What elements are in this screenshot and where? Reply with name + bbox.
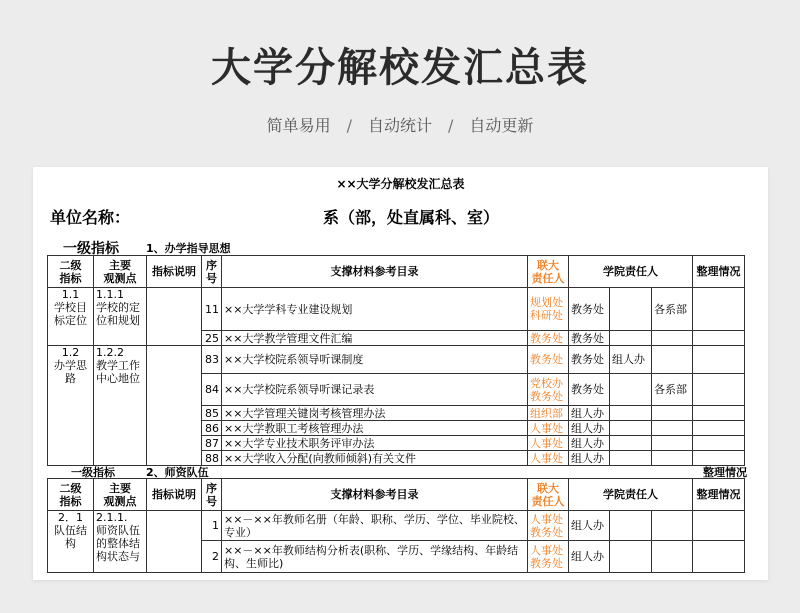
header-status: 整理情况: [693, 479, 745, 511]
status-cell: [693, 421, 745, 436]
college-cell: 组人办: [569, 451, 610, 466]
header-college: 学院责任人: [569, 256, 693, 288]
contact-cell: 党校办 教务处: [528, 374, 569, 406]
page-title: 大学分解校发汇总表: [211, 45, 589, 91]
contact-cell: 教务处: [528, 346, 569, 374]
college-cell: [652, 436, 693, 451]
status-cell: [693, 406, 745, 421]
seq-cell: 2: [202, 541, 222, 573]
college-cell: 组人办: [569, 436, 610, 451]
college-cell: [610, 421, 652, 436]
header-status: 整理情况: [693, 256, 745, 288]
level2-cell: 1.1 学校目 标定位: [48, 288, 94, 346]
material-cell: ××大学教职工考核管理办法: [222, 421, 528, 436]
seq-cell: 1: [202, 511, 222, 541]
section2-status-label: 整理情况: [703, 466, 747, 479]
sheet-title: ××大学分解校发汇总表: [336, 177, 465, 191]
table-row: [48, 288, 745, 331]
header-contact: 联大 责任人: [528, 479, 569, 511]
header-point: 主要 观测点: [94, 479, 147, 511]
material-cell: ××－××年教师结构分析表(职称、学历、学缘结构、年龄结构、生师比): [222, 541, 528, 573]
header-material: 支撑材料参考目录: [222, 256, 528, 288]
contact-cell: 人事处: [528, 436, 569, 451]
college-cell: [652, 451, 693, 466]
header-level2: 二级 指标: [48, 256, 94, 288]
status-cell: [693, 374, 745, 406]
college-cell: 组人办: [610, 346, 652, 374]
point-cell: 2.1.1. 师资队伍 的整体结 构状态与: [94, 511, 147, 573]
section1-level-label: 一级指标: [63, 241, 119, 257]
seq-cell: 85: [202, 406, 222, 421]
college-cell: [652, 346, 693, 374]
status-cell: [693, 288, 745, 331]
college-cell: 教务处: [569, 288, 610, 331]
college-cell: [610, 451, 652, 466]
level2-cell: 1.2 办学思 路: [48, 346, 94, 466]
subtitle-item: 自动统计: [367, 116, 432, 135]
level2-cell: 2．1 队伍结 构: [48, 511, 94, 573]
header-desc: 指标说明: [147, 479, 202, 511]
college-cell: 组人办: [569, 541, 610, 573]
status-cell: [693, 541, 745, 573]
section2-name: 2、师资队伍: [146, 466, 209, 479]
material-cell: ××大学收入分配(向教师倾斜)有关文件: [222, 451, 528, 466]
unit-name-value: 系（部，处直属科、室）: [323, 208, 500, 227]
material-cell: ××大学校院系领导听课制度: [222, 346, 528, 374]
contact-cell: 教务处: [528, 331, 569, 346]
header-material: 支撑材料参考目录: [222, 479, 528, 511]
status-cell: [693, 346, 745, 374]
contact-cell: 规划处 科研处: [528, 288, 569, 331]
desc-cell: [147, 346, 202, 466]
material-cell: ××大学管理关键岗考核管理办法: [222, 406, 528, 421]
college-cell: 组人办: [569, 511, 610, 541]
subtitle-separator: /: [346, 116, 352, 135]
college-cell: [610, 511, 652, 541]
status-cell: [693, 436, 745, 451]
material-cell: ××大学专业技术职务评审办法: [222, 436, 528, 451]
college-cell: 各系部: [652, 374, 693, 406]
desc-cell: [147, 511, 202, 573]
seq-cell: 88: [202, 451, 222, 466]
seq-cell: 84: [202, 374, 222, 406]
contact-cell: 人事处: [528, 451, 569, 466]
spreadsheet-preview: [33, 167, 768, 580]
table-header-row: [48, 256, 745, 288]
college-cell: [610, 288, 652, 331]
contact-cell: 人事处: [528, 421, 569, 436]
status-cell: [693, 331, 745, 346]
college-cell: 组人办: [569, 421, 610, 436]
college-cell: [652, 406, 693, 421]
contact-cell: 组织部: [528, 406, 569, 421]
college-cell: [610, 406, 652, 421]
unit-name-label: 单位名称：: [50, 208, 131, 227]
table-row: [48, 511, 745, 541]
header-college: 学院责任人: [569, 479, 693, 511]
contact-cell: 人事处 教务处: [528, 541, 569, 573]
college-cell: [610, 374, 652, 406]
college-cell: [610, 331, 652, 346]
seq-cell: 87: [202, 436, 222, 451]
seq-cell: 83: [202, 346, 222, 374]
seq-cell: 86: [202, 421, 222, 436]
seq-cell: 11: [202, 288, 222, 331]
material-cell: ××－××年教师名册（年龄、职称、学历、学位、毕业院校、专业）: [222, 511, 528, 541]
college-cell: [652, 331, 693, 346]
header-desc: 指标说明: [147, 256, 202, 288]
point-cell: 1.1.1 学校的定 位和规划: [94, 288, 147, 346]
subtitle-item: 自动更新: [469, 116, 534, 135]
subtitle-separator: /: [448, 116, 454, 135]
desc-cell: [147, 288, 202, 346]
material-cell: ××大学学科专业建设规划: [222, 288, 528, 331]
section1-table: [47, 255, 745, 466]
college-cell: 教务处: [569, 374, 610, 406]
contact-cell: 人事处 教务处: [528, 511, 569, 541]
college-cell: 教务处: [569, 346, 610, 374]
seq-cell: 25: [202, 331, 222, 346]
header-point: 主要 观测点: [94, 256, 147, 288]
header-contact: 联大 责任人: [528, 256, 569, 288]
page-subtitle: [0, 113, 800, 136]
section2-level-label: 一级指标: [71, 466, 115, 479]
college-cell: [652, 541, 693, 573]
college-cell: 各系部: [652, 288, 693, 331]
table-header-row: [48, 479, 745, 511]
college-cell: [652, 511, 693, 541]
college-cell: [610, 541, 652, 573]
college-cell: 组人办: [569, 406, 610, 421]
header-seq: 序 号: [202, 256, 222, 288]
material-cell: ××大学校院系领导听课记录表: [222, 374, 528, 406]
header-seq: 序 号: [202, 479, 222, 511]
college-cell: [610, 436, 652, 451]
subtitle-item: 简单易用: [266, 116, 331, 135]
college-cell: [652, 421, 693, 436]
header-level2: 二级 指标: [48, 479, 94, 511]
section1-name: 1、办学指导思想: [146, 242, 231, 255]
material-cell: ××大学教学管理文件汇编: [222, 331, 528, 346]
point-cell: 1.2.2 教学工作 中心地位: [94, 346, 147, 466]
college-cell: 教务处: [569, 331, 610, 346]
section2-table: [47, 478, 745, 573]
status-cell: [693, 511, 745, 541]
table-row: [48, 346, 745, 374]
